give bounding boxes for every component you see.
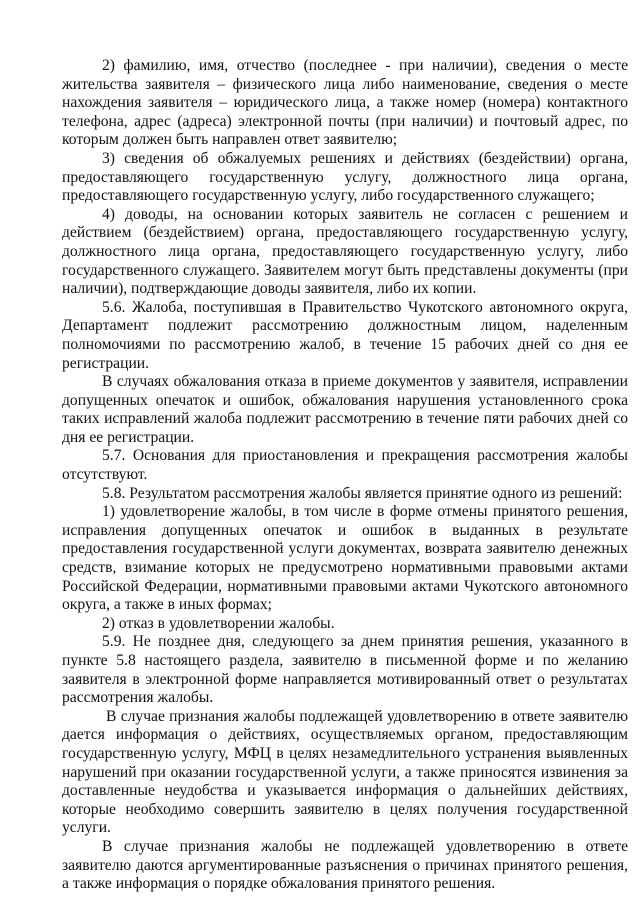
paragraph-item-3: 3) сведения об обжалуемых решениях и действиях (бездействии) органа, предоставляющего государственную услугу, должностного лица органа, предоставляющего государственную услугу, либо государственного служащего;	[62, 149, 628, 205]
document-page	[62, 57, 628, 894]
paragraph-5-9: 5.9. Не позднее дня, следующего за днем принятия решения, указанного в пункте 5.8 настоящего раздела, заявителю в письменной форме и по желанию заявителя в электронной форме направляется мотивированный ответ о результатах рассмотрения жалобы.	[62, 633, 628, 707]
paragraph-satisfied-case: В случае признания жалобы подлежащей удовлетворению в ответе заявителю дается информация о действиях, осуществляемых органом, предоставляющим государственную услугу, МФЦ в целях незамедлительного устранения выявленных нарушений при оказании государственной услуги, а также приносятся извинения за доставленные неудобства и указывается информация о дальнейших действиях, которые необходимо совершить заявителю в целях получения государственной услуги.	[62, 707, 628, 837]
paragraph-decision-2: 2) отказ в удовлетворении жалобы.	[102, 614, 335, 632]
paragraph-5-7: 5.7. Основания для приостановления и прекращения рассмотрения жалобы отсутствуют.	[62, 447, 628, 484]
paragraph-refusal-cases: В случаях обжалования отказа в приеме документов у заявителя, исправлении допущенных опечаток и ошибок, обжалования нарушения установленного срока таких исправлений жалоба подлежит рассмотрению в течение пяти рабочих дней со дня ее регистрации.	[62, 373, 628, 446]
paragraph-item-2: 2) фамилию, имя, отчество (последнее - при наличии), сведения о месте жительства заявителя – физического лица либо наименование, сведения о месте нахождения заявителя – юридического лица, а также номер (номера) контактного телефона, адрес (адреса) электронной почты (при наличии) и почтовый адрес, по которым должен быть направлен ответ заявителю;	[62, 57, 628, 149]
paragraph-unsatisfied-case: В случае признания жалобы не подлежащей удовлетворению в ответе заявителю даются аргументированные разъяснения о причинах принятого решения, а также информация о порядке обжалования принятого решения.	[62, 837, 628, 893]
paragraph-decision-1: 1) удовлетворение жалобы, в том числе в форме отмены принятого решения, исправления допущенных опечаток и ошибок в выданных в результате предоставления государственной услуги документах, возврата заявителю денежных средств, взимание которых не предусмотрено нормативными правовыми актами Российской Федерации, нормативными правовыми актами Чукотского автономного округа, а также в иных формах;	[62, 503, 628, 614]
paragraph-5-6: 5.6. Жалоба, поступившая в Правительство Чукотского автономного округа, Департамент подлежит рассмотрению должностным лицом, наделенным полномочиями по рассмотрению жалоб, в течение 15 рабочих дней со дня ее регистрации.	[62, 298, 628, 372]
paragraph-item-4: 4) доводы, на основании которых заявитель не согласен с решением и действием (бездействием) органа, предоставляющего государственную услугу, должностного лица органа, предоставляющего государственную услугу, либо государственного служащего. Заявителем могут быть представлены документы (при наличии), подтверждающие доводы заявителя, либо их копии.	[62, 205, 628, 298]
paragraph-5-8: 5.8. Результатом рассмотрения жалобы является принятие одного из решений:	[102, 484, 623, 502]
